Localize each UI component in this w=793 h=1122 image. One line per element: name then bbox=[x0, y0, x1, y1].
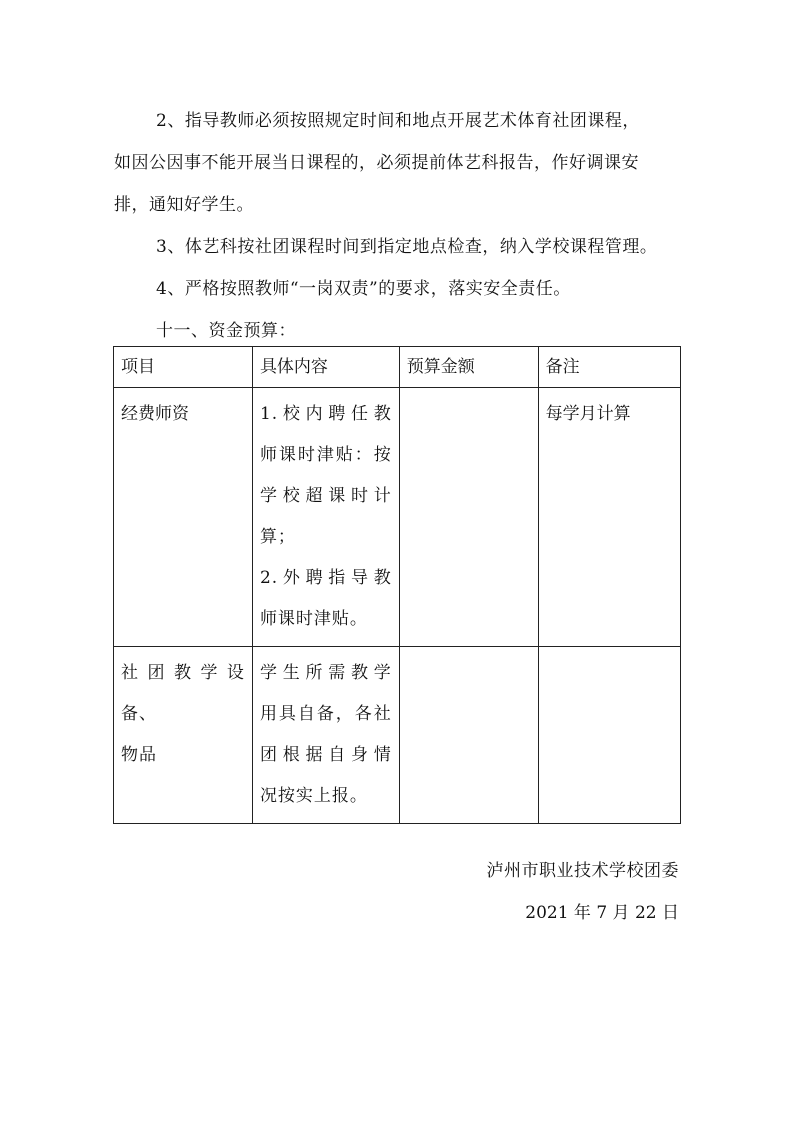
cell-amount bbox=[399, 388, 538, 647]
paragraph-line: 排，通知好学生。 bbox=[114, 195, 254, 215]
cell-content-line: 学校超课时计 bbox=[259, 486, 392, 506]
cell-content-line: 团根据自身情 bbox=[259, 745, 392, 765]
signature-date: 2021 年 7 月 22 日 bbox=[525, 903, 679, 923]
cell-item-line: 物品 bbox=[121, 745, 157, 765]
header-content: 具体内容 bbox=[252, 347, 399, 388]
paragraph-line: 2、指导教师必须按照规定时间和地点开展艺术体育社团课程， bbox=[156, 111, 640, 131]
table-row bbox=[114, 647, 681, 824]
header-amount: 预算金额 bbox=[399, 347, 538, 388]
cell-content-line: 2.外聘指导教 bbox=[259, 568, 392, 588]
paragraph-line: 3、体艺科按社团课程时间到指定地点检查，纳入学校课程管理。 bbox=[156, 237, 658, 257]
cell-content bbox=[252, 388, 399, 647]
cell-item bbox=[114, 647, 253, 824]
budget-table bbox=[113, 346, 681, 824]
cell-item: 经费师资 bbox=[114, 388, 253, 647]
cell-content-line: 师课时津贴。 bbox=[259, 609, 368, 629]
cell-content-line: 师课时津贴：按 bbox=[259, 445, 392, 465]
paragraph-line: 4、严格按照教师“一岗双责”的要求，落实安全责任。 bbox=[156, 279, 571, 299]
table-row bbox=[114, 388, 681, 647]
header-note: 备注 bbox=[538, 347, 680, 388]
cell-note bbox=[538, 647, 680, 824]
cell-content-line: 用具自备，各社 bbox=[259, 704, 392, 724]
paragraph-line: 如因公因事不能开展当日课程的，必须提前体艺科报告，作好调课安 bbox=[114, 153, 639, 173]
cell-item-line: 社团教学设备、 bbox=[121, 663, 245, 724]
cell-content-line: 1.校内聘任教 bbox=[259, 404, 392, 424]
cell-amount bbox=[399, 647, 538, 824]
table-header-row bbox=[114, 347, 681, 388]
signature-org: 泸州市职业技术学校团委 bbox=[486, 861, 679, 881]
section-heading: 十一、资金预算： bbox=[156, 321, 296, 341]
header-item: 项目 bbox=[114, 347, 253, 388]
cell-content-line: 算； bbox=[259, 527, 296, 547]
cell-content bbox=[252, 647, 399, 824]
cell-content-line: 学生所需教学 bbox=[259, 663, 392, 683]
cell-note: 每学月计算 bbox=[538, 388, 680, 647]
cell-content-line: 况按实上报。 bbox=[259, 786, 368, 806]
